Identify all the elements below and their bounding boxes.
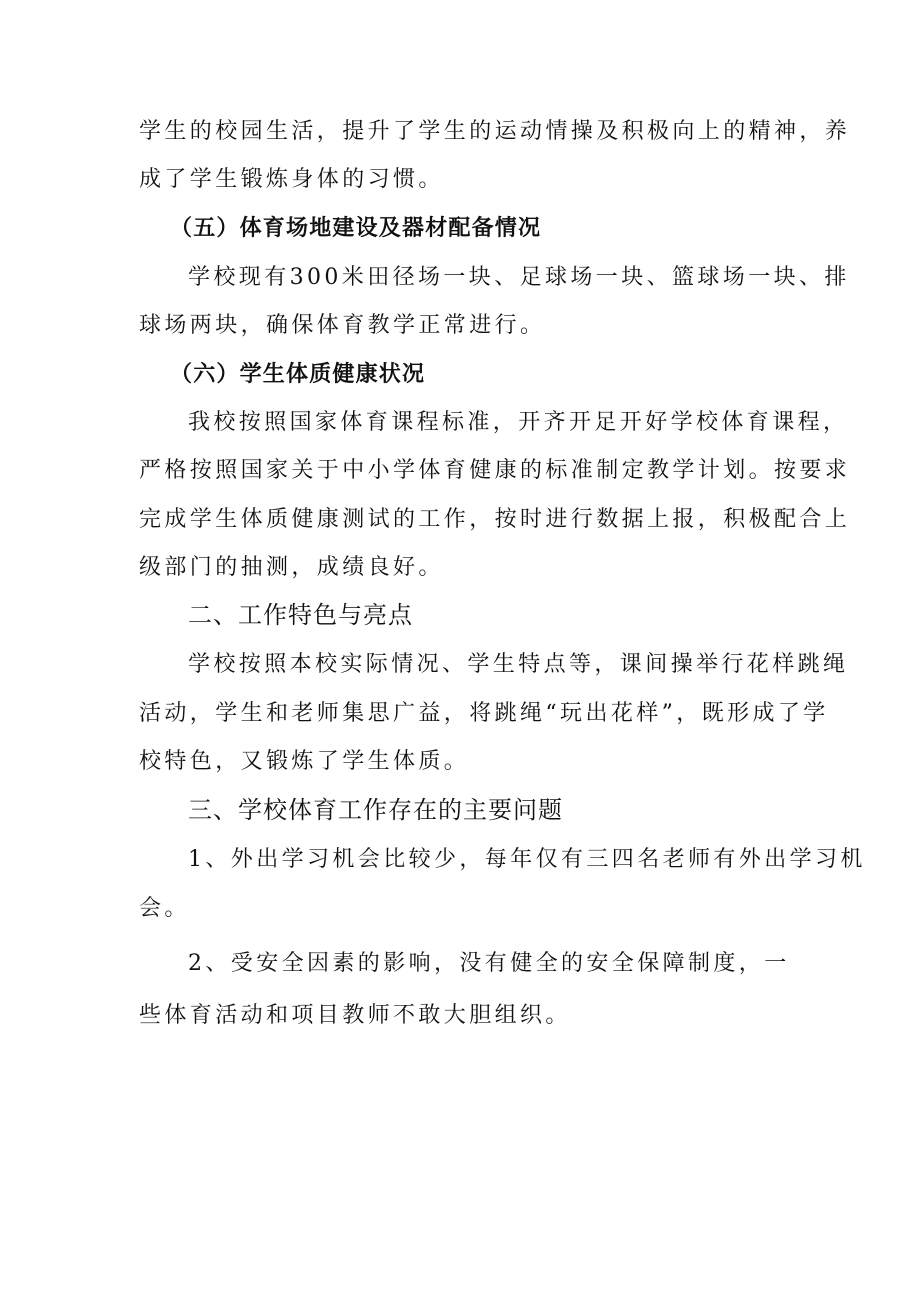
section-heading: （六）学生体质健康状况	[170, 362, 426, 387]
paragraph-line: 完成学生体质健康测试的工作，按时进行数据上报，积极配合上	[139, 507, 851, 532]
paragraph-line: 校特色，又锻炼了学生体质。	[139, 749, 470, 774]
paragraph-line: 学校现有300米田径场一块、足球场一块、篮球场一块、排	[188, 265, 850, 290]
paragraph-line: 球场两块，确保体育教学正常进行。	[139, 313, 546, 338]
paragraph-line: 1、外出学习机会比较少，每年仅有三四名老师有外出学习机	[188, 847, 866, 872]
paragraph-line: 成了学生锻炼身体的习惯。	[139, 167, 444, 192]
paragraph-line: 级部门的抽测，成绩良好。	[139, 555, 444, 580]
section-heading: 二、工作特色与亮点	[188, 601, 413, 629]
paragraph-line: 2、受安全因素的影响，没有健全的安全保障制度，一	[188, 951, 790, 976]
paragraph-line: 学生的校园生活，提升了学生的运动情操及积极向上的精神，养	[139, 119, 851, 144]
paragraph-line: 严格按照国家关于中小学体育健康的标准制定教学计划。按要求	[139, 458, 851, 483]
section-heading: （五）体育场地建设及器材配备情况	[170, 216, 542, 241]
paragraph-line: 些体育活动和项目教师不敢大胆组织。	[139, 1003, 571, 1028]
paragraph-line: 活动，学生和老师集思广益，将跳绳“玩出花样”，既形成了学	[139, 701, 829, 726]
section-heading: 三、学校体育工作存在的主要问题	[188, 796, 563, 824]
paragraph-line: 我校按照国家体育课程标准，开齐开足开好学校体育课程，	[188, 410, 849, 435]
paragraph-line: 学校按照本校实际情况、学生特点等，课间操举行花样跳绳	[188, 652, 849, 677]
paragraph-line: 会。	[139, 896, 190, 921]
